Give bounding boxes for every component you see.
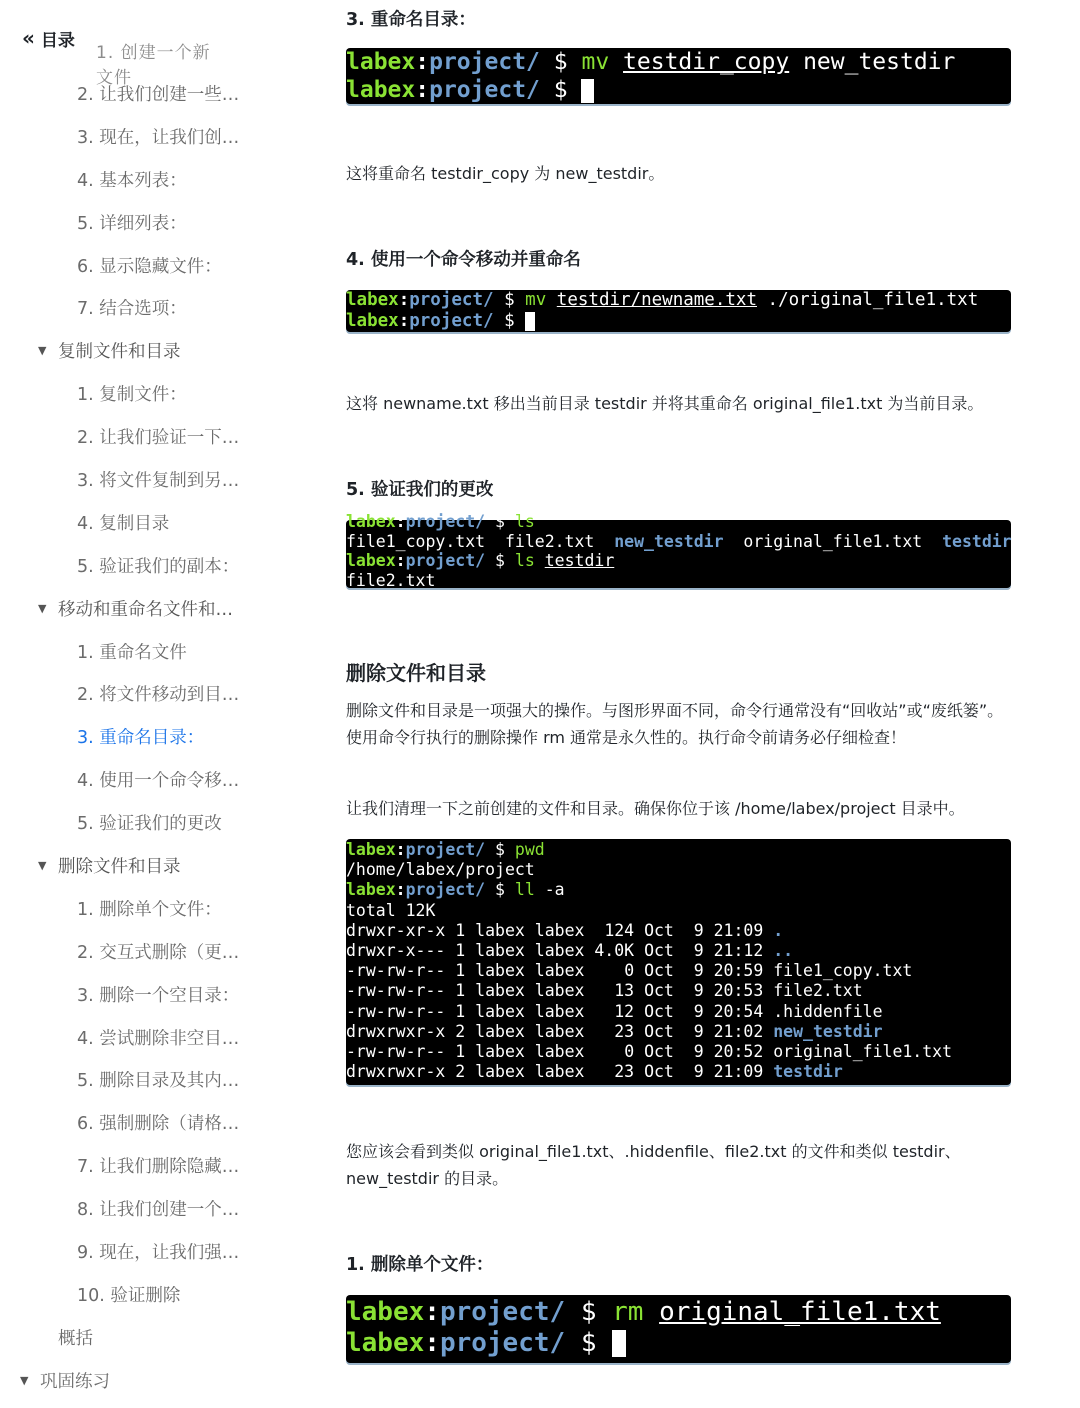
toc-item-label: 5. 验证我们的副本： (77, 556, 240, 577)
terminal-line (346, 532, 1011, 552)
file-name: original_file1.txt (773, 1042, 953, 1062)
file-name: .. (773, 941, 794, 961)
toc-item-label: 移动和重命名文件和… (58, 599, 233, 620)
toc-item-label: 概括 (58, 1328, 93, 1349)
toc-item[interactable] (0, 115, 300, 158)
file-owner: labex (475, 1042, 525, 1062)
toc-item-label: 6. 强制删除（请格… (77, 1114, 240, 1135)
toc-item-label: 7. 让我们删除隐藏… (77, 1157, 240, 1178)
file-time: 20:52 (713, 1042, 764, 1062)
file-permissions: -rw-rw-r-- (346, 1042, 446, 1062)
listing-row (346, 1062, 1011, 1082)
file-group: labex (534, 981, 585, 1001)
toc-item-label: 6. 显示隐藏文件： (77, 256, 222, 277)
command-argument: testdir_copy (623, 49, 790, 75)
toc-item-label: 2. 交互式删除（更… (77, 942, 240, 963)
toc-item[interactable] (0, 801, 300, 844)
listing-row (346, 941, 1011, 961)
file-time: 20:53 (713, 981, 764, 1001)
toc-item[interactable] (0, 973, 300, 1016)
file-time: 20:54 (713, 1001, 764, 1021)
terminal-list-all-files (346, 839, 1011, 1085)
toc-item[interactable] (0, 158, 300, 201)
prompt-colon: : (395, 840, 406, 859)
terminal-line (346, 571, 1011, 591)
file-permissions: -rw-rw-r-- (346, 961, 446, 981)
toc-item[interactable] (0, 630, 300, 673)
prompt-path: project/ (405, 551, 486, 570)
command-name: mv (525, 290, 547, 310)
toc-item-label: 2. 让我们验证一下… (77, 428, 240, 449)
caret-down-icon[interactable]: ▼ (38, 601, 47, 615)
file-name: file2.txt (773, 981, 863, 1001)
file-month: Oct (644, 941, 674, 961)
terminal-line (346, 840, 1011, 860)
toc-item[interactable] (0, 458, 300, 501)
terminal-line (346, 860, 1011, 880)
toc-item-label: 8. 让我们创建一个… (77, 1200, 240, 1221)
file-time: 20:59 (713, 961, 764, 981)
listing-entry: original_file1.txt (743, 531, 923, 551)
prompt-path: project/ (405, 840, 486, 859)
file-size: 13 (614, 981, 635, 1001)
toc-item[interactable] (0, 1058, 300, 1101)
prompt-dollar: $ (553, 77, 568, 103)
toc-item-label: 3. 现在，让我们创… (77, 127, 240, 148)
file-day: 9 (693, 1062, 704, 1082)
prompt-user: labex (346, 1328, 425, 1358)
terminal-cursor (525, 312, 535, 331)
delete-intro-paragraph: 删除文件和目录是一项强大的操作。与图形界面不同，命令行通常没有“回收站”或“废纸篓”。使用命令行执行的删除操作 rm 通常是永久性的。执行命令前请务必仔细检查！ (346, 701, 1004, 747)
file-time: 21:02 (713, 1021, 764, 1041)
terminal-line (346, 880, 1011, 900)
toc-section[interactable] (0, 1359, 300, 1402)
file-name: .hiddenfile (773, 1001, 883, 1021)
prompt-path: project/ (429, 49, 540, 75)
file-group: labex (534, 941, 585, 961)
command-argument: ./original_file1.txt (767, 290, 979, 310)
file-owner: labex (475, 941, 525, 961)
listing-row (346, 961, 1011, 981)
prompt-path: project/ (405, 512, 486, 531)
toc-section[interactable] (0, 329, 300, 372)
terminal-line (346, 1297, 1011, 1328)
terminal-move-and-rename (346, 290, 1011, 332)
toc-item[interactable] (0, 758, 300, 801)
toc-list (0, 72, 300, 1402)
toc-title: 目录 (40, 30, 75, 51)
link-count: 1 (455, 941, 466, 961)
toc-item-label: 3. 删除一个空目录： (77, 985, 240, 1006)
file-owner: labex (475, 1001, 525, 1021)
file-name: file1_copy.txt (773, 961, 913, 981)
file-month: Oct (644, 1001, 674, 1021)
listing-row (346, 1022, 1011, 1042)
file-owner: labex (475, 961, 525, 981)
prompt-dollar: $ (495, 551, 505, 570)
command-name: ls (514, 551, 535, 570)
toc-item[interactable] (0, 201, 300, 244)
prompt-user: labex (346, 551, 396, 570)
prompt-colon: : (415, 49, 430, 75)
file-permissions: drwxrwxr-x (346, 1021, 446, 1041)
toc-item[interactable] (0, 1273, 300, 1316)
file-day: 9 (693, 1001, 704, 1021)
toc-item-label: 2. 让我们创建一些… (77, 84, 240, 105)
toc-item-label: 2. 将文件移动到目… (77, 685, 240, 706)
command-name: ls (514, 512, 535, 531)
prompt-user: labex (346, 77, 416, 103)
prompt-user: labex (346, 840, 396, 859)
terminal-line (346, 512, 1011, 532)
toc-item[interactable] (0, 672, 300, 715)
prompt-dollar: $ (495, 512, 505, 531)
file-size: 12 (614, 1001, 635, 1021)
terminal-cursor (612, 1330, 626, 1357)
toc-item[interactable] (0, 415, 300, 458)
toc-section[interactable] (0, 844, 300, 887)
file-permissions: drwxr-xr-x (346, 920, 446, 940)
rename-directory-explanation: 这将重命名 testdir_copy 为 new_testdir。 (346, 164, 665, 183)
file-day: 9 (693, 961, 704, 981)
file-size: 124 (604, 920, 635, 940)
prompt-colon: : (395, 551, 406, 570)
file-group: labex (534, 1021, 585, 1041)
terminal-delete-single-file (346, 1295, 1011, 1363)
toc-item-label: 7. 结合选项： (77, 299, 187, 320)
link-count: 1 (455, 1042, 466, 1062)
command-argument: testdir/newname.txt (556, 290, 757, 310)
listing-row (346, 1042, 1011, 1062)
prompt-user: labex (346, 49, 416, 75)
listing-row (346, 921, 1011, 941)
prompt-dollar: $ (495, 880, 505, 900)
toc-item-label: 复制文件和目录 (58, 342, 181, 363)
prompt-colon: : (398, 290, 410, 310)
command-name: ll (514, 880, 535, 900)
prompt-colon: : (424, 1297, 440, 1327)
file-name: new_testdir (773, 1021, 883, 1041)
file-time: 21:09 (713, 1062, 764, 1082)
file-size: 0 (624, 961, 635, 981)
prompt-user: labex (346, 1297, 425, 1327)
toc-item[interactable] (0, 1016, 300, 1059)
toc-item[interactable] (0, 1230, 300, 1273)
file-day: 9 (693, 1042, 704, 1062)
double-chevron-left-icon: « (22, 26, 35, 50)
listing-entry: new_testdir (614, 531, 724, 551)
terminal-cursor (581, 79, 594, 103)
prompt-path: project/ (429, 77, 540, 103)
file-group: labex (534, 1062, 585, 1082)
toc-item[interactable] (0, 1101, 300, 1144)
file-day: 9 (693, 981, 704, 1001)
cleanup-paragraph: 让我们清理一下之前创建的文件和目录。确保你位于该 /home/labex/project 目录中。 (346, 799, 965, 818)
pwd-output: /home/labex/project (346, 860, 535, 880)
file-day: 9 (693, 1021, 704, 1041)
toc-item-label: 10. 验证删除 (77, 1285, 181, 1306)
toc-item-label: 删除文件和目录 (58, 856, 181, 877)
prompt-user: labex (346, 880, 396, 900)
toc-item-label: 5. 验证我们的更改 (77, 814, 222, 835)
file-permissions: -rw-rw-r-- (346, 981, 446, 1001)
toc-item[interactable] (0, 72, 300, 115)
file-owner: labex (475, 1021, 525, 1041)
prompt-user: labex (346, 290, 399, 310)
toc-item-label: 9. 现在，让我们强… (77, 1242, 240, 1263)
listing-total: total 12K (346, 900, 436, 920)
prompt-dollar: $ (495, 840, 505, 859)
prompt-dollar: $ (504, 290, 515, 310)
command-name: pwd (514, 840, 545, 859)
prompt-colon: : (398, 311, 410, 331)
link-count: 2 (455, 1021, 466, 1041)
prompt-path: project/ (405, 880, 486, 900)
toc-item-label: 5. 详细列表： (77, 213, 187, 234)
prompt-dollar: $ (580, 1328, 597, 1358)
toc-item-label: 3. 重命名目录： (77, 728, 205, 749)
command-name: rm (612, 1297, 644, 1327)
toc-item[interactable] (0, 1187, 300, 1230)
link-count: 1 (455, 961, 466, 981)
terminal-line (346, 551, 1011, 571)
terminal-line (346, 76, 1011, 104)
terminal-line (346, 901, 1011, 921)
listing-entry: file2.txt (346, 570, 436, 590)
listing-row (346, 1002, 1011, 1022)
file-month: Oct (644, 1042, 674, 1062)
toc-item[interactable] (0, 887, 300, 930)
prompt-user: labex (346, 311, 399, 331)
toc-item-clipped[interactable]: 1. 创建一个新文件 (96, 43, 211, 88)
terminal-line (346, 48, 1011, 76)
link-count: 1 (455, 920, 466, 940)
file-name: . (773, 920, 784, 940)
prompt-path: project/ (409, 311, 494, 331)
heading-rename-directory: 3. 重命名目录： (346, 10, 476, 30)
file-size: 0 (624, 1042, 635, 1062)
toc-collapse-toggle[interactable] (22, 26, 75, 50)
toc-item[interactable] (0, 930, 300, 973)
file-size: 23 (614, 1021, 635, 1041)
toc-item[interactable] (0, 501, 300, 544)
table-of-contents-sidebar (0, 0, 300, 1408)
file-permissions: drwxrwxr-x (346, 1062, 446, 1082)
expected-files-paragraph: 您应该会看到类似 original_file1.txt、.hiddenfile、file2.txt 的文件和类似 testdir、new_testdir 的目录。 (346, 1142, 961, 1188)
prompt-user: labex (346, 512, 396, 531)
command-argument: testdir (544, 551, 615, 570)
file-day: 9 (693, 920, 704, 940)
heading-verify-changes: 5. 验证我们的更改 (346, 480, 494, 500)
link-count: 1 (455, 1001, 466, 1021)
file-owner: labex (475, 1062, 525, 1082)
file-month: Oct (644, 981, 674, 1001)
file-group: labex (534, 961, 585, 981)
file-owner: labex (475, 920, 525, 940)
terminal-line (346, 1328, 1011, 1359)
prompt-path: project/ (439, 1328, 566, 1358)
file-permissions: -rw-rw-r-- (346, 1001, 446, 1021)
toc-item[interactable] (0, 715, 300, 758)
file-time: 21:12 (713, 941, 764, 961)
file-month: Oct (644, 1021, 674, 1041)
heading-move-and-rename: 4. 使用一个命令移动并重命名 (346, 250, 581, 270)
prompt-colon: : (395, 880, 406, 900)
heading-delete-single-file: 1. 删除单个文件： (346, 1255, 494, 1275)
command-argument: -a (544, 880, 565, 900)
toc-item-label: 4. 使用一个命令移… (77, 771, 240, 792)
toc-section[interactable] (0, 587, 300, 630)
toc-item[interactable] (0, 1144, 300, 1187)
prompt-dollar: $ (580, 1297, 597, 1327)
prompt-colon: : (415, 77, 430, 103)
terminal-verify-changes (346, 512, 1012, 590)
file-group: labex (534, 1042, 585, 1062)
command-argument: original_file1.txt (659, 1297, 941, 1327)
toc-item[interactable] (0, 286, 300, 329)
caret-down-icon[interactable]: ▼ (38, 858, 47, 872)
toc-item[interactable] (0, 372, 300, 415)
toc-item-label: 1. 重命名文件 (77, 642, 187, 663)
file-permissions: drwxr-x--- (346, 941, 446, 961)
file-size: 4.0K (594, 941, 635, 961)
terminal-rename-directory (346, 48, 1011, 104)
listing-entry: testdir (942, 531, 1012, 551)
listing-entry: file1_copy.txt (346, 531, 486, 551)
file-month: Oct (644, 961, 674, 981)
prompt-colon: : (395, 512, 406, 531)
file-time: 21:09 (713, 920, 764, 940)
prompt-dollar: $ (504, 311, 515, 331)
toc-item-label: 1. 删除单个文件： (77, 899, 222, 920)
toc-item[interactable] (0, 544, 300, 587)
toc-item[interactable] (0, 244, 300, 287)
prompt-colon: : (424, 1328, 440, 1358)
prompt-path: project/ (409, 290, 494, 310)
toc-item-label: 巩固练习 (40, 1371, 110, 1392)
link-count: 1 (455, 981, 466, 1001)
move-and-rename-explanation: 这将 newname.txt 移出当前目录 testdir 并将其重命名 original_file1.txt 为当前目录。 (346, 394, 984, 413)
file-owner: labex (475, 981, 525, 1001)
listing-row (346, 981, 1011, 1001)
listing-entry: file2.txt (504, 531, 595, 551)
file-day: 9 (693, 941, 704, 961)
toc-item-label: 1. 复制文件： (77, 385, 187, 406)
file-size: 23 (614, 1062, 635, 1082)
caret-down-icon[interactable]: ▼ (38, 344, 47, 358)
file-month: Oct (644, 1062, 674, 1082)
file-name: testdir (773, 1062, 843, 1082)
prompt-path: project/ (439, 1297, 566, 1327)
file-month: Oct (644, 920, 674, 940)
link-count: 2 (455, 1062, 466, 1082)
caret-down-icon[interactable]: ▼ (20, 1373, 29, 1387)
toc-item-label: 4. 尝试删除非空目… (77, 1028, 240, 1049)
file-group: labex (534, 920, 585, 940)
terminal-line (346, 290, 1011, 311)
command-argument: new_testdir (803, 49, 956, 75)
terminal-line (346, 311, 1011, 332)
toc-item-label: 4. 基本列表： (77, 170, 187, 191)
command-name: mv (581, 49, 610, 75)
heading-delete-files-and-directories: 删除文件和目录 (346, 661, 486, 685)
toc-item-label: 4. 复制目录 (77, 513, 170, 534)
toc-item-label: 5. 删除目录及其内… (77, 1071, 240, 1092)
prompt-dollar: $ (553, 49, 568, 75)
toc-item[interactable] (0, 1316, 300, 1359)
file-group: labex (534, 1001, 585, 1021)
toc-item-label: 3. 将文件复制到另… (77, 470, 240, 491)
